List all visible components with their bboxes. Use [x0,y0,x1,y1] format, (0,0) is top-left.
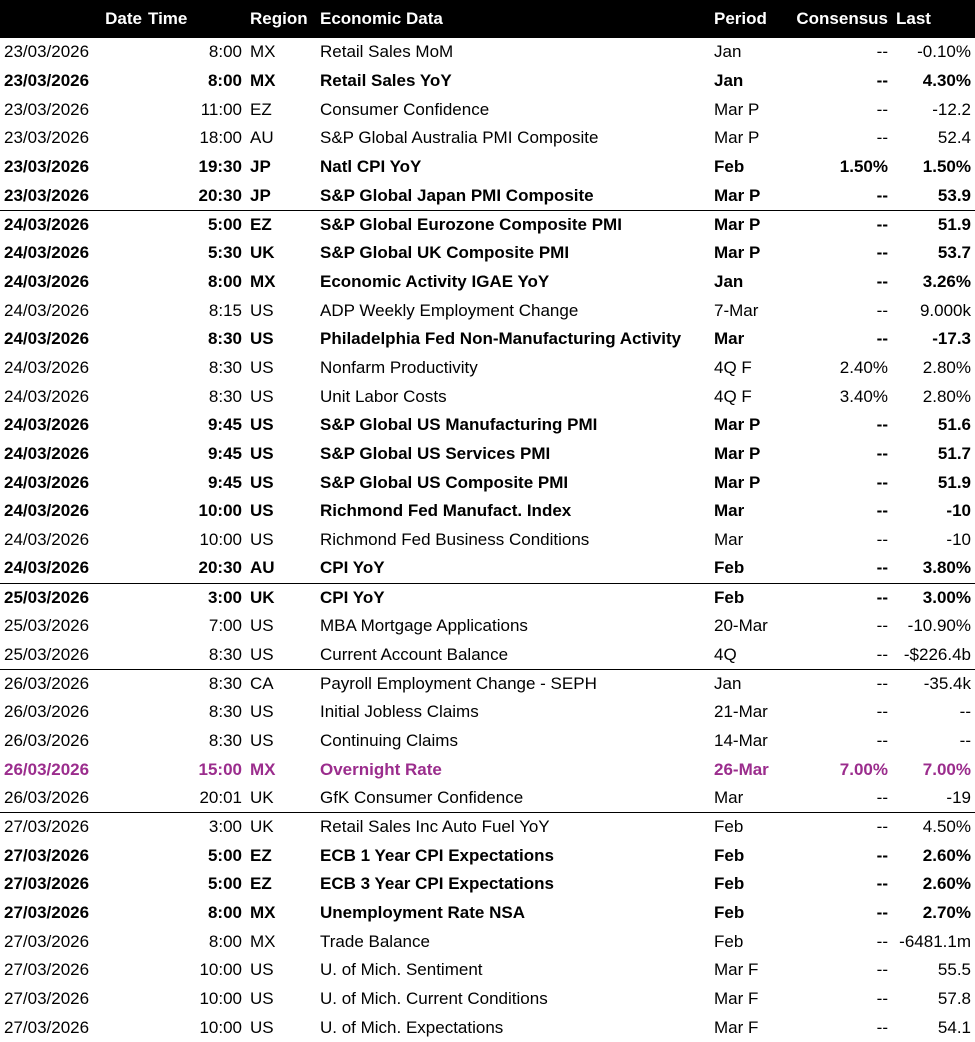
region-cell: AU [250,558,275,578]
indicator-cell: U. of Mich. Current Conditions [320,989,548,1009]
region-cell: US [250,300,274,320]
time-cell: 10:00 [199,530,242,550]
time-cell: 5:30 [207,243,242,263]
table-row [0,870,975,899]
region-cell: US [250,357,274,377]
time-cell: 10:00 [198,501,242,521]
table-body [0,38,975,1042]
period-cell: 4Q F [714,386,752,406]
indicator-cell: Retail Sales MoM [320,42,454,62]
indicator-cell: Current Account Balance [320,644,509,664]
indicator-cell: GfK Consumer Confidence [320,787,524,807]
period-cell: 7-Mar [714,300,759,320]
region-cell: US [250,530,274,550]
table-row [0,784,975,813]
region-cell: AU [250,128,274,148]
time-cell: 9:45 [207,415,242,435]
table-row [0,640,975,669]
time-cell: 8:30 [208,357,242,377]
region-cell: US [250,960,274,980]
region-cell: US [250,616,274,636]
header-time: Time [148,9,188,28]
date-cell: 27/03/2026 [4,1017,90,1037]
date-cell: 27/03/2026 [0,813,146,842]
region-cell: MX [250,931,276,951]
last-cell: -- [959,702,971,722]
region-cell: US [250,989,274,1009]
time-cell: 5:00 [207,845,242,865]
indicator-cell: Consumer Confidence [320,99,490,119]
date-cell: 25/03/2026 [4,616,90,636]
consensus-cell: -- [778,669,892,698]
table-row [0,181,975,210]
period-cell: 21-Mar [714,702,768,722]
indicator-cell: Initial Jobless Claims [320,702,479,722]
indicator-cell: Overnight Rate [320,759,442,779]
period-cell: 14-Mar [714,730,768,750]
header-region: Region [250,9,308,28]
table-row [0,526,975,555]
consensus-cell: -- [876,329,888,349]
time-cell: 8:30 [208,702,242,722]
date-cell: 24/03/2026 [4,501,90,521]
date-cell: 24/03/2026 [4,357,90,377]
consensus-cell: -- [876,501,888,521]
consensus-cell: -- [876,730,888,750]
date-cell: 23/03/2026 [4,42,90,62]
last-cell: 7.00% [922,759,971,779]
region-cell: US [250,472,274,492]
period-cell: 4Q F [714,357,752,377]
last-cell: 51.7 [937,443,971,463]
consensus-cell: -- [876,415,888,435]
time-cell: 5:00 [146,210,246,239]
region-cell: US [250,501,274,521]
table-row [0,727,975,756]
time-cell: 8:30 [208,730,242,750]
indicator-cell: S&P Global Japan PMI Composite [320,185,594,205]
consensus-cell: -- [876,271,888,291]
last-cell: 54.1 [937,1017,971,1037]
period-cell: Mar P [714,415,761,435]
time-cell: 3:00 [146,813,246,842]
time-cell: 18:00 [199,128,242,148]
consensus-cell: 1.50% [839,157,888,177]
date-cell: 26/03/2026 [0,669,146,698]
last-cell: 53.9 [937,185,971,205]
consensus-cell: -- [876,530,888,550]
period-cell: Mar [714,329,745,349]
table-row [0,239,975,268]
time-cell: 9:45 [207,472,242,492]
date-cell: 23/03/2026 [4,185,90,205]
consensus-cell: -- [876,960,888,980]
last-cell: 2.60% [922,874,971,894]
last-cell: -10 [946,501,971,521]
indicator-cell: CPI YoY [314,583,708,612]
region-cell: CA [246,669,314,698]
consensus-cell: 3.40% [839,386,888,406]
consensus-cell: -- [876,702,888,722]
date-cell: 24/03/2026 [4,558,90,578]
indicator-cell: ADP Weekly Employment Change [320,300,579,320]
period-cell: 20-Mar [714,616,768,636]
period-cell: Jan [714,71,744,91]
consensus-cell: -- [778,583,892,612]
table-row [0,411,975,440]
consensus-cell: -- [876,300,888,320]
consensus-cell: -- [876,99,888,119]
indicator-cell: Trade Balance [320,931,430,951]
indicator-cell: Nonfarm Productivity [320,357,478,377]
last-cell: 53.7 [937,243,971,263]
indicator-cell: S&P Global Eurozone Composite PMI [314,210,708,239]
consensus-cell: -- [876,443,888,463]
indicator-cell: U. of Mich. Expectations [320,1017,504,1037]
period-cell: Mar F [714,989,759,1009]
table-row [0,38,975,67]
region-cell: UK [246,813,314,842]
time-cell: 10:00 [199,989,242,1009]
header-period: Period [714,9,767,28]
last-cell: 2.60% [922,845,971,865]
region-cell: MX [250,271,276,291]
table-row [0,956,975,985]
date-cell: 25/03/2026 [4,644,90,664]
period-cell: 4Q [714,644,737,664]
indicator-cell: S&P Global US Manufacturing PMI [320,415,598,435]
table-row [0,497,975,526]
consensus-cell: -- [876,185,888,205]
table-row [0,841,975,870]
last-cell: -6481.1m [899,931,971,951]
time-cell: 10:00 [199,1017,242,1037]
consensus-cell: -- [876,902,888,922]
time-cell: 8:30 [146,669,246,698]
time-cell: 8:30 [208,644,242,664]
date-cell: 27/03/2026 [4,902,90,922]
consensus-cell: -- [778,210,892,239]
time-cell: 8:00 [207,71,242,91]
table-row [0,67,975,96]
table-row [0,583,975,612]
last-cell: 2.70% [922,902,971,922]
date-cell: 24/03/2026 [4,415,90,435]
period-cell: Jan [708,669,778,698]
region-cell: US [250,1017,274,1037]
time-cell: 8:30 [207,329,242,349]
last-cell: 2.80% [922,386,971,406]
last-cell: 2.80% [922,357,971,377]
last-cell: 4.30% [922,71,971,91]
indicator-cell: CPI YoY [320,558,385,578]
date-cell: 23/03/2026 [4,99,90,119]
period-cell: Jan [714,271,744,291]
region-cell: UK [250,787,274,807]
region-cell: EZ [250,845,272,865]
table-row [0,210,975,239]
consensus-cell: -- [876,616,888,636]
date-cell: 24/03/2026 [4,472,90,492]
region-cell: MX [250,902,276,922]
consensus-cell: -- [876,71,888,91]
consensus-cell: -- [876,128,888,148]
region-cell: JP [250,185,271,205]
indicator-cell: S&P Global Australia PMI Composite [320,128,599,148]
consensus-cell: -- [876,989,888,1009]
date-cell: 24/03/2026 [4,329,90,349]
period-cell: Feb [714,558,745,578]
region-cell: UK [250,243,275,263]
last-cell: 51.6 [937,415,971,435]
table-row [0,95,975,124]
indicator-cell: S&P Global US Services PMI [320,443,551,463]
last-cell: -10 [946,530,971,550]
consensus-cell: -- [876,787,888,807]
consensus-cell: -- [876,644,888,664]
date-cell: 25/03/2026 [0,583,146,612]
time-cell: 10:00 [199,960,242,980]
period-cell: Feb [714,845,745,865]
period-cell: Mar P [708,210,778,239]
header-date: Date [105,9,142,28]
table-row [0,124,975,153]
table-row [0,325,975,354]
last-cell: -0.10% [917,42,971,62]
period-cell: Mar P [714,443,761,463]
region-cell: US [250,329,274,349]
indicator-cell: S&P Global UK Composite PMI [320,243,570,263]
last-cell: -- [959,730,971,750]
time-cell: 19:30 [198,157,242,177]
date-cell: 24/03/2026 [4,386,90,406]
date-cell: 24/03/2026 [4,443,90,463]
table-row [0,985,975,1014]
last-cell: 4.50% [892,813,975,842]
time-cell: 3:00 [146,583,246,612]
region-cell: US [250,415,274,435]
time-cell: 20:30 [198,185,242,205]
time-cell: 15:00 [198,759,242,779]
period-cell: Feb [714,931,744,951]
date-cell: 24/03/2026 [4,530,90,550]
indicator-cell: Unit Labor Costs [320,386,447,406]
table-row [0,296,975,325]
table-row [0,899,975,928]
table-row [0,468,975,497]
last-cell: 51.9 [937,472,971,492]
last-cell: 3.00% [892,583,975,612]
date-cell: 23/03/2026 [4,128,90,148]
period-cell: Feb [714,874,745,894]
period-cell: Mar F [714,960,759,980]
table-row [0,698,975,727]
date-cell: 24/03/2026 [4,300,90,320]
indicator-cell: ECB 3 Year CPI Expectations [320,874,555,894]
consensus-cell: -- [876,1017,888,1037]
last-cell: -10.90% [907,616,971,636]
consensus-cell: -- [876,845,888,865]
date-cell: 26/03/2026 [4,759,90,779]
last-cell: -35.4k [892,669,975,698]
consensus-cell: -- [778,813,892,842]
date-cell: 26/03/2026 [4,730,90,750]
last-cell: 1.50% [922,157,971,177]
period-cell: Mar F [714,1017,759,1037]
table-row [0,612,975,641]
last-cell: -12.2 [932,99,971,119]
period-cell: Mar P [714,128,760,148]
date-cell: 27/03/2026 [4,874,90,894]
indicator-cell: ECB 1 Year CPI Expectations [320,845,555,865]
table-row [0,268,975,297]
consensus-cell: -- [876,558,888,578]
indicator-cell: Retail Sales Inc Auto Fuel YoY [314,813,708,842]
indicator-cell: Payroll Employment Change - SEPH [314,669,708,698]
date-cell: 23/03/2026 [4,71,90,91]
header-economic-data: Economic Data [320,9,443,28]
time-cell: 8:00 [207,902,242,922]
period-cell: Mar P [714,185,761,205]
indicator-cell: Richmond Fed Manufact. Index [320,501,572,521]
last-cell: 51.9 [892,210,975,239]
last-cell: 52.4 [937,128,971,148]
date-cell: 27/03/2026 [4,989,90,1009]
indicator-cell: Richmond Fed Business Conditions [320,530,590,550]
time-cell: 20:01 [199,787,242,807]
last-cell: 9.000k [919,300,971,320]
period-cell: Mar P [714,472,761,492]
table-row [0,755,975,784]
region-cell: EZ [246,210,314,239]
period-cell: Mar [714,787,744,807]
period-cell: Mar P [714,99,760,119]
date-cell: 24/03/2026 [0,210,146,239]
time-cell: 8:30 [208,386,242,406]
table-row [0,669,975,698]
region-cell: MX [250,71,276,91]
time-cell: 8:00 [207,271,242,291]
header-last: Last [896,9,931,28]
time-cell: 5:00 [207,874,242,894]
region-cell: US [250,443,274,463]
region-cell: US [250,386,274,406]
period-cell: Feb [708,583,778,612]
time-cell: 7:00 [208,616,242,636]
consensus-cell: -- [876,931,888,951]
date-cell: 27/03/2026 [4,931,90,951]
period-cell: Mar [714,501,745,521]
date-cell: 27/03/2026 [4,960,90,980]
indicator-cell: MBA Mortgage Applications [320,616,528,636]
table-row [0,354,975,383]
region-cell: EZ [250,99,272,119]
region-cell: US [250,730,274,750]
time-cell: 9:45 [207,443,242,463]
date-cell: 24/03/2026 [4,271,90,291]
table-row [0,153,975,182]
table-row [0,813,975,842]
table-row [0,554,975,583]
region-cell: JP [250,157,271,177]
time-cell: 20:30 [198,558,242,578]
header-consensus: Consensus [796,9,888,28]
consensus-cell: 2.40% [839,357,888,377]
region-cell: US [250,702,274,722]
region-cell: US [250,644,274,664]
indicator-cell: Continuing Claims [320,730,458,750]
period-cell: Mar [714,530,744,550]
last-cell: -$226.4b [903,644,971,664]
last-cell: -17.3 [932,329,971,349]
region-cell: MX [250,759,276,779]
period-cell: 26-Mar [714,759,769,779]
last-cell: 55.5 [937,960,971,980]
indicator-cell: Retail Sales YoY [320,71,452,91]
date-cell: 24/03/2026 [4,243,90,263]
last-cell: 3.80% [922,558,971,578]
period-cell: Mar P [714,243,761,263]
date-cell: 27/03/2026 [4,845,90,865]
consensus-cell: -- [876,243,888,263]
consensus-cell: -- [876,42,888,62]
last-cell: 57.8 [937,989,971,1009]
table-row [0,382,975,411]
last-cell: 3.26% [922,271,971,291]
period-cell: Jan [714,42,742,62]
consensus-cell: 7.00% [839,759,888,779]
indicator-cell: U. of Mich. Sentiment [320,960,483,980]
indicator-cell: Economic Activity IGAE YoY [320,271,550,291]
date-cell: 26/03/2026 [4,787,90,807]
period-cell: Feb [708,813,778,842]
table-row [0,1013,975,1042]
table-row [0,440,975,469]
period-cell: Feb [714,902,745,922]
time-cell: 8:00 [208,42,242,62]
table-row [0,927,975,956]
date-cell: 23/03/2026 [4,157,90,177]
date-cell: 26/03/2026 [4,702,90,722]
region-cell: UK [246,583,314,612]
time-cell: 11:00 [200,99,242,119]
table-header-row [0,0,975,38]
period-cell: Feb [714,157,745,177]
consensus-cell: -- [876,874,888,894]
indicator-cell: Unemployment Rate NSA [320,902,525,922]
last-cell: -19 [946,787,971,807]
time-cell: 8:00 [208,931,242,951]
consensus-cell: -- [876,472,888,492]
region-cell: EZ [250,874,272,894]
time-cell: 8:15 [208,300,242,320]
indicator-cell: S&P Global US Composite PMI [320,472,569,492]
indicator-cell: Philadelphia Fed Non-Manufacturing Activity [320,329,682,349]
indicator-cell: Natl CPI YoY [320,157,422,177]
region-cell: MX [250,42,276,62]
